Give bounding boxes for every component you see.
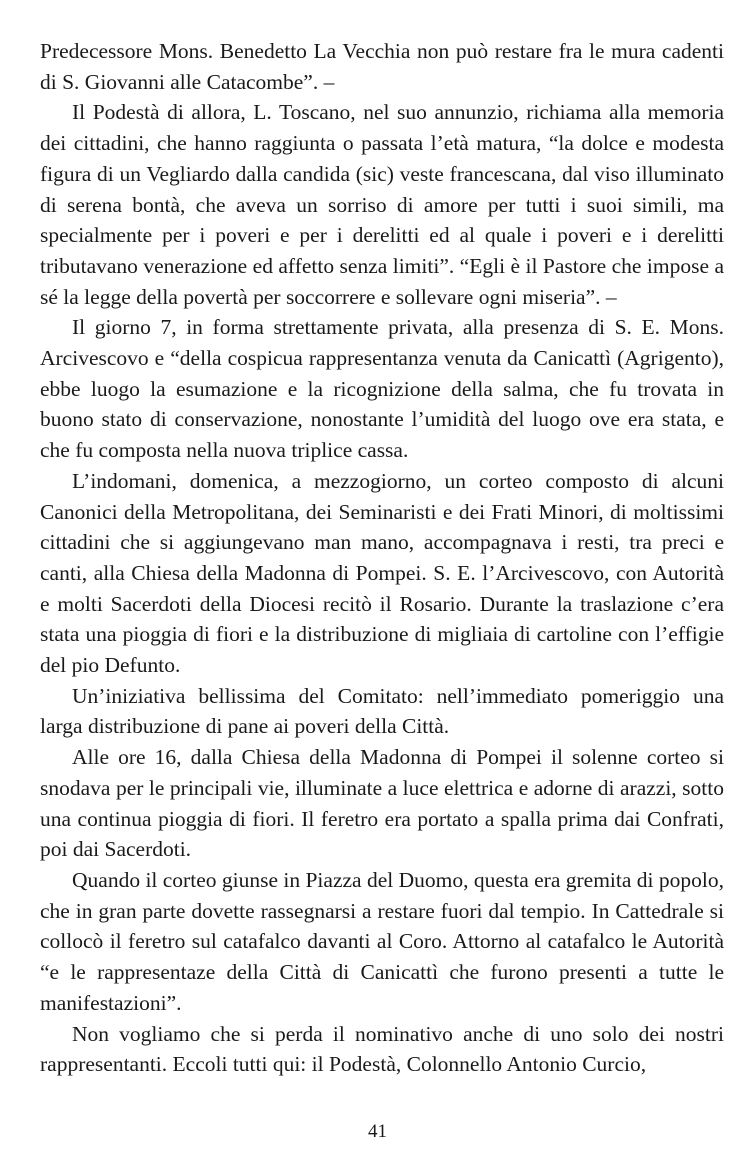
paragraph-bread-distribution: Un’iniziativa bellissima del Comitato: nell’immediato pomeriggio una larga distribuzione di pane ai poveri della Città. — [40, 683, 724, 739]
paragraph-exhumation: Il giorno 7, in forma strettamente privata, alla presenza di S. E. Mons. Arcivescovo e “della cospicua rappresentanza venuta da Canicattì (Agrigento), ebbe luogo la esumazione e la ricognizione della salma, che fu trovata in buono stato di conservazione, nonostante l’umidità del luogo ove era stata, e che fu composta nella nuova triplice cassa. — [40, 315, 724, 463]
paragraph-continuation: Predecessore Mons. Benedetto La Vecchia non può restare fra le mura cadenti di S. Giovanni alle Catacombe”. – — [40, 39, 724, 94]
paragraph-representatives: Non vogliamo che si perda il nominativo anche di uno solo dei nostri rappresentanti. Eccoli tutti qui: il Podestà, Colonnello Antonio Curcio, — [40, 1021, 724, 1077]
paragraph-podesta-announcement: Il Podestà di allora, L. Toscano, nel suo annunzio, richiama alla memoria dei cittadini, che hanno raggiunta o passata l’età matura, “la dolce e modesta figura di un Vegliardo dalla candida (sic) veste francescana, dal viso illuminato di serena bontà, che aveva un sorriso di amore per tutti i suoi simili, ma specialmente per i poveri e per i derelitti ed al quale i poveri e i derelitti tributavano venerazione ed affetto senza limiti”. “Egli è il Pastore che impose a sé la legge della povertà per soccorrere e sollevare ogni miseria”. – — [40, 100, 724, 309]
page-number: 41 — [368, 1121, 387, 1142]
paragraph-solemn-procession: Alle ore 16, dalla Chiesa della Madonna di Pompei il solenne corteo si snodava per le principali vie, illuminate a luce elettrica e adorne di arazzi, sotto una continua pioggia di fiori. Il feretro era portato a spalla prima dai Confrati, poi dai Sacerdoti. — [40, 745, 724, 862]
page-body — [40, 36, 724, 1080]
paragraph-cathedral: Quando il corteo giunse in Piazza del Duomo, questa era gremita di popolo, che in gran parte dovette rassegnarsi a restare fuori dal tempio. In Cattedrale si collocò il feretro sul catafalco davanti al Coro. Attorno al catafalco le Autorità “e le rappresentaze della Città di Canicattì che furono presenti a tutte le manifestazioni”. — [40, 867, 724, 1015]
paragraph-procession-sunday: L’indomani, domenica, a mezzogiorno, un corteo composto di alcuni Canonici della Metropolitana, dei Seminaristi e dei Frati Minori, di moltissimi cittadini che si aggiungevano man mano, accompagnava i resti, tra preci e canti, alla Chiesa della Madonna di Pompei. S. E. l’Arcivescovo, con Autorità e molti Sacerdoti della Diocesi recitò il Rosario. Durante la traslazione c’era stata una pioggia di fiori e la distribuzione di migliaia di cartoline con l’effigie del pio Defunto. — [40, 468, 724, 678]
